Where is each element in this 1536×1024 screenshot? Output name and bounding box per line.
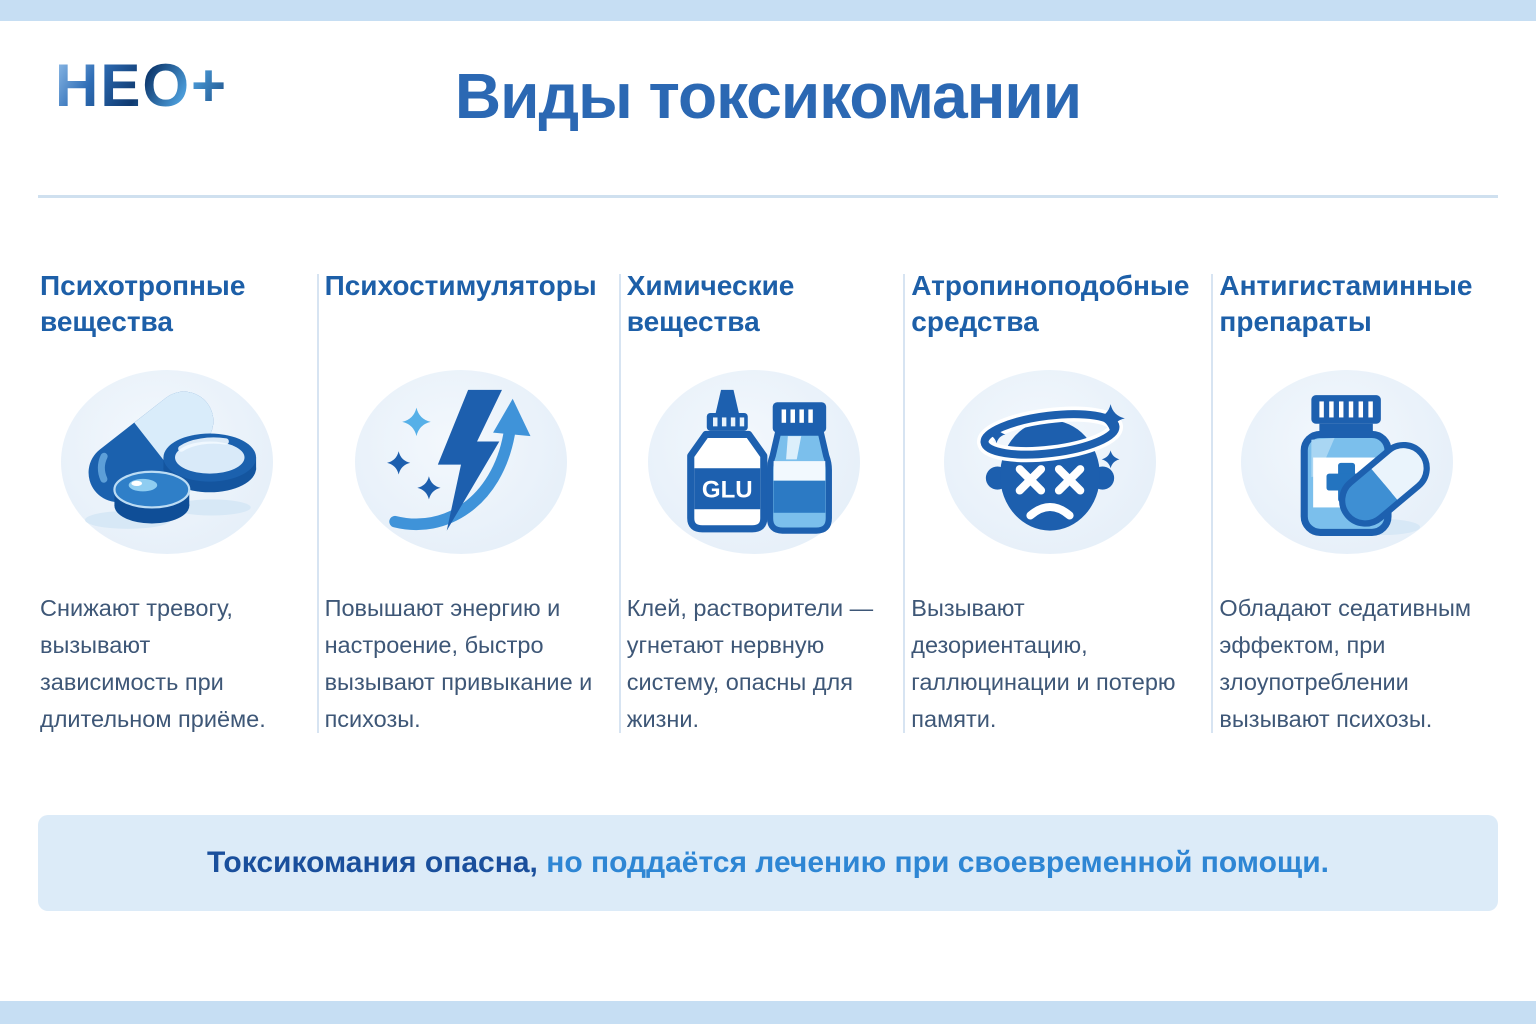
column-description: Вызывают дезориентацию, галлюцинации и потерю памяти.	[911, 595, 1176, 733]
icon-background-ellipse	[648, 370, 860, 554]
footer-banner	[38, 815, 1498, 911]
column-title: Психостимуляторы	[324, 270, 597, 301]
header-divider	[38, 195, 1498, 198]
page-title: Виды токсикомании	[454, 60, 1082, 132]
icon-background-ellipse	[1241, 370, 1453, 554]
column-description: Повышают энергию и настроение, быстро вызывают привыкание и психозы.	[324, 595, 593, 733]
column-title: Химические вещества	[626, 270, 795, 338]
lightning-energy-icon	[363, 376, 559, 548]
column-description: Клей, растворители — угнетают нервную систему, опасны для жизни.	[626, 595, 874, 733]
column-psychotropic	[40, 268, 317, 739]
header	[0, 21, 1536, 195]
column-title: Антигистаминные препараты	[1219, 270, 1473, 338]
medicine-bottle-capsule-icon	[1249, 376, 1445, 548]
icon-background-ellipse	[355, 370, 567, 554]
column-chemicals	[621, 268, 904, 739]
column-description: Снижают тревогу, вызывают зависимость при длительном приёме.	[40, 595, 266, 733]
banner-emphasis-text: Токсикомания опасна,	[206, 846, 538, 879]
banner-rest-text: но поддаётся лечению при своевременной помощи.	[537, 846, 1330, 879]
dizzy-face-icon	[952, 376, 1148, 548]
pills-icon	[69, 376, 265, 548]
column-title: Атропиноподобные средства	[911, 270, 1190, 338]
column-description: Обладают седативным эффектом, при злоупотреблении вызывают психозы.	[1219, 595, 1472, 733]
icon-background-ellipse	[61, 370, 273, 554]
columns-container	[40, 268, 1496, 739]
glue-solvent-bottles-icon	[656, 376, 852, 548]
neo-plus-logo: НЕО+	[55, 52, 229, 119]
icon-background-ellipse	[944, 370, 1156, 554]
glue-label-text: GLU	[701, 476, 753, 504]
column-title: Психотропные вещества	[40, 270, 246, 338]
column-psychostimulants	[319, 268, 619, 739]
bottom-accent-strip	[0, 1001, 1536, 1024]
column-atropine-like	[905, 268, 1211, 739]
column-antihistamines	[1213, 268, 1496, 739]
top-accent-strip	[0, 0, 1536, 21]
